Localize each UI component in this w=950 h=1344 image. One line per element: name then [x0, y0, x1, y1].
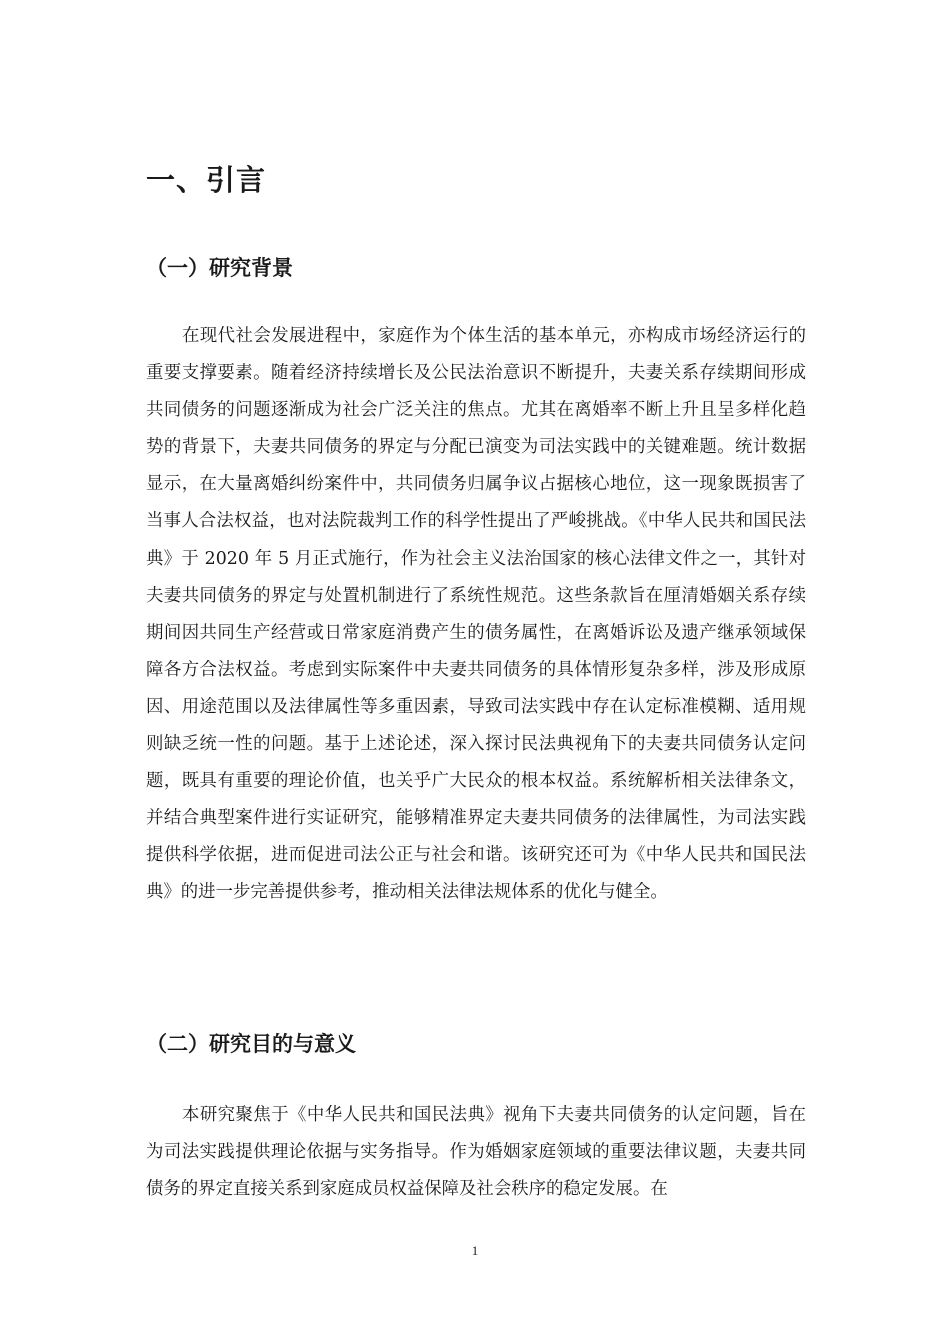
section-heading-background: （一）研究背景	[146, 256, 293, 280]
page-number: 1	[471, 1243, 479, 1258]
chapter-heading: 一、引言	[146, 163, 267, 197]
section-paragraph-background: 在现代社会发展进程中，家庭作为个体生活的基本单元，亦构成市场经济运行的重要支撑要素。随着经济持续增长及公民法治意识不断提升，夫妻关系存续期间形成共同债务的问题逐渐成为社会广泛关注的焦点。尤其在离婚率不断上升且呈多样化趋势的背景下，夫妻共同债务的界定与分配已演变为司法实践中的关键难题。统计数据显示，在大量离婚纠纷案件中，共同债务归属争议占据核心地位，这一现象既损害了当事人合法权益，也对法院裁判工作的科学性提出了严峻挑战。《中华人民共和国民法典》于 2020 年 5 月正式施行，作为社会主义法治国家的核心法律文件之一，其针对夫妻共同债务的界定与处置机制进行了系统性规范。这些条款旨在厘清婚姻关系存续期间因共同生产经营或日常家庭消费产生的债务属性，在离婚诉讼及遗产继承领域保障各方合法权益。考虑到实际案件中夫妻共同债务的具体情形复杂多样，涉及形成原因、用途范围以及法律属性等多重因素，导致司法实践中存在认定标准模糊、适用规则缺乏统一性的问题。基于上述论述，深入探讨民法典视角下的夫妻共同债务认定问题，既具有重要的理论价值，也关乎广大民众的根本权益。系统解析相关法律条文，并结合典型案件进行实证研究，能够精准界定夫妻共同债务的法律属性，为司法实践提供科学依据，进而促进司法公正与社会和谐。该研究还可为《中华人民共和国民法典》的进一步完善提供参考，推动相关法律法规体系的优化与健全。	[146, 326, 806, 903]
section-heading-purpose: （二）研究目的与意义	[146, 1032, 356, 1056]
section-paragraph-purpose: 本研究聚焦于《中华人民共和国民法典》视角下夫妻共同债务的认定问题，旨在为司法实践提供理论依据与实务指导。作为婚姻家庭领域的重要法律议题，夫妻共同债务的界定直接关系到家庭成员权益保障及社会秩序的稳定发展。在	[146, 1105, 806, 1200]
